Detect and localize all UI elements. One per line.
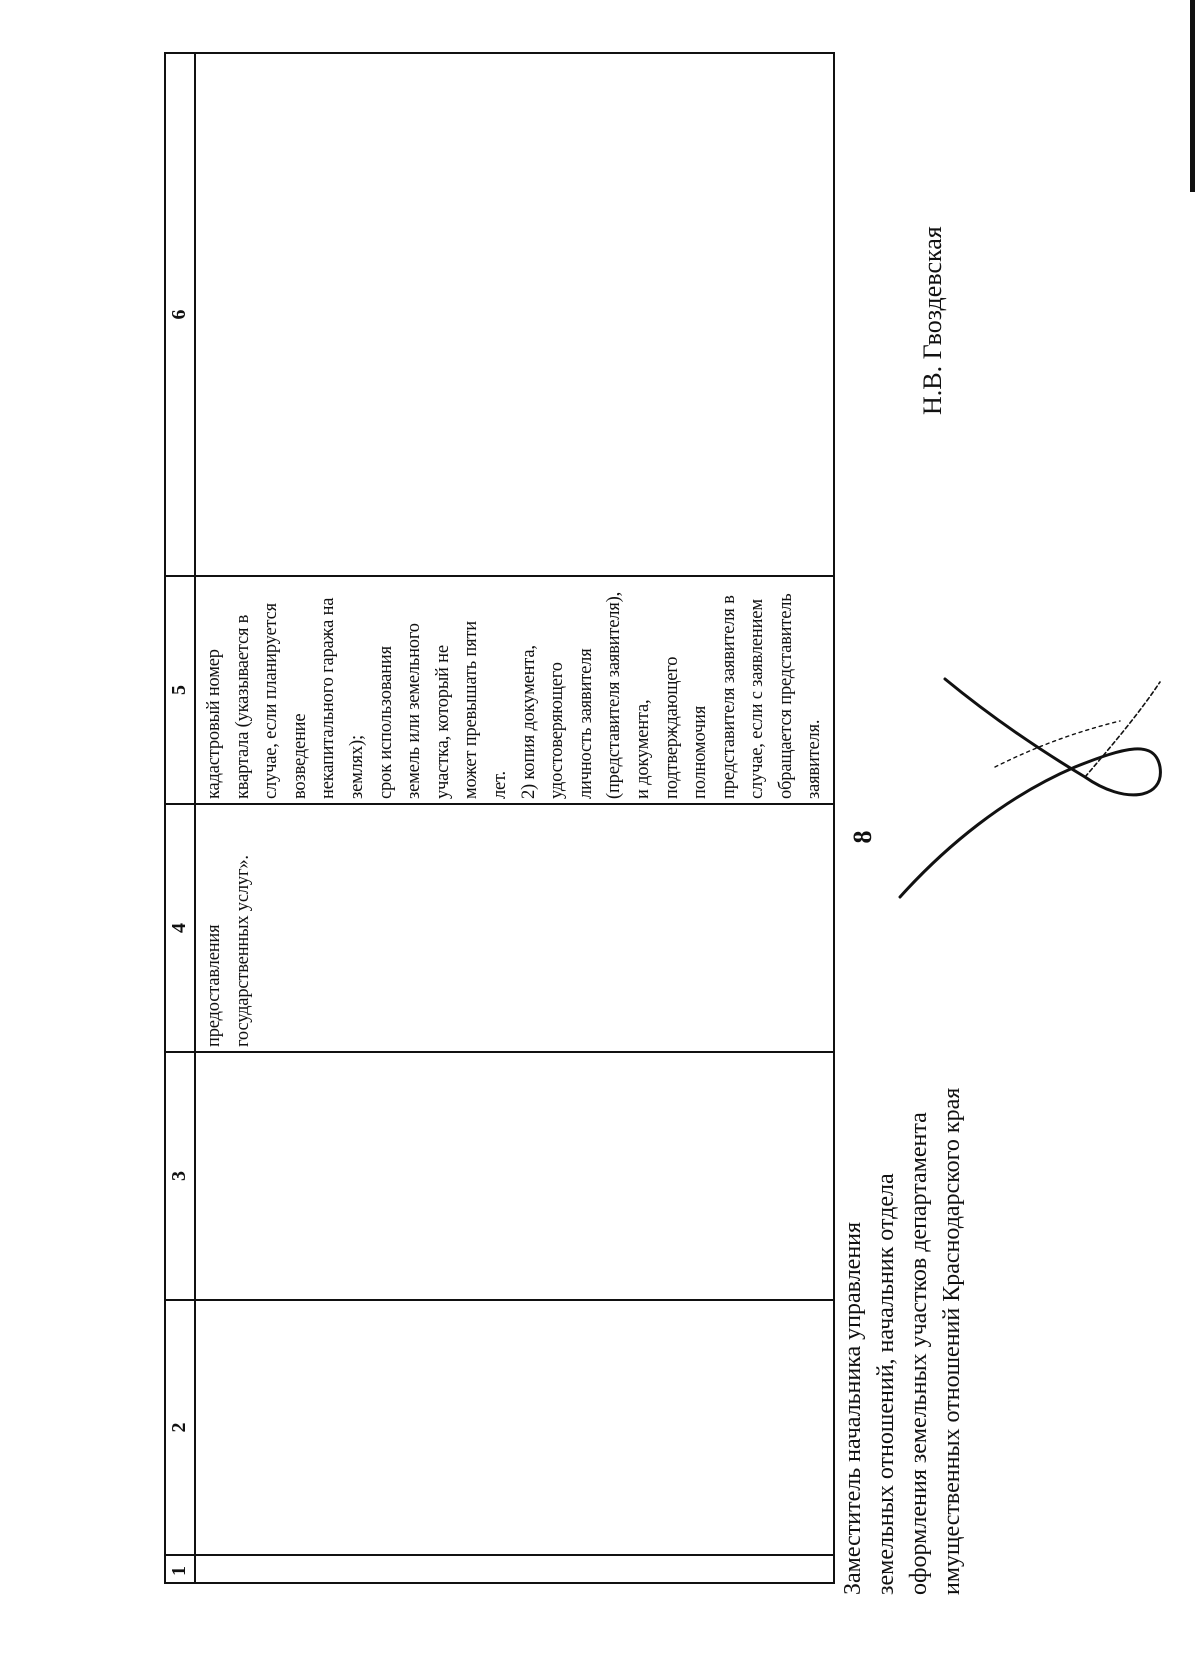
table-cell-col3: [195, 1052, 834, 1300]
table-row: [195, 53, 834, 1583]
table-cell-col6: [195, 53, 834, 576]
column-number-5: 5: [165, 576, 195, 804]
footer-rule: [1190, 0, 1195, 192]
table-header-row: [165, 53, 195, 1583]
column-number-4: 4: [165, 804, 195, 1052]
column-number-3: 3: [165, 1052, 195, 1300]
table-cell-col5: кадастровый номер квартала (указывается в случае, если планируется возведение некапитального гаража на землях); срок использования земель или земельного участка, который не может превышать пяти лет. 2) копия документа, удостоверяющего личность заявителя (представителя заявителя), и документа, подтверждающего полномочия представителя заявителя в случае, если с заявлением обращается представитель заявителя.: [195, 576, 834, 804]
signer-name: Н.В. Гвоздевская: [918, 226, 947, 415]
column-number-6: 6: [165, 53, 195, 576]
column-number-1: 1: [165, 1555, 195, 1583]
table-cell-col4: предоставления государственных услуг».: [195, 804, 834, 1052]
page-number: 8: [848, 830, 877, 844]
handwritten-signature: [885, 667, 1185, 917]
table-cell-col1: [195, 1555, 834, 1583]
column-number-2: 2: [165, 1300, 195, 1555]
table-cell-col2: [195, 1300, 834, 1555]
signer-title: Заместитель начальника управления земельных отношений, начальник отдела оформления земельных участков департамента имущественных отношений Краснодарского края: [840, 1087, 965, 1595]
data-table: [164, 52, 835, 1584]
